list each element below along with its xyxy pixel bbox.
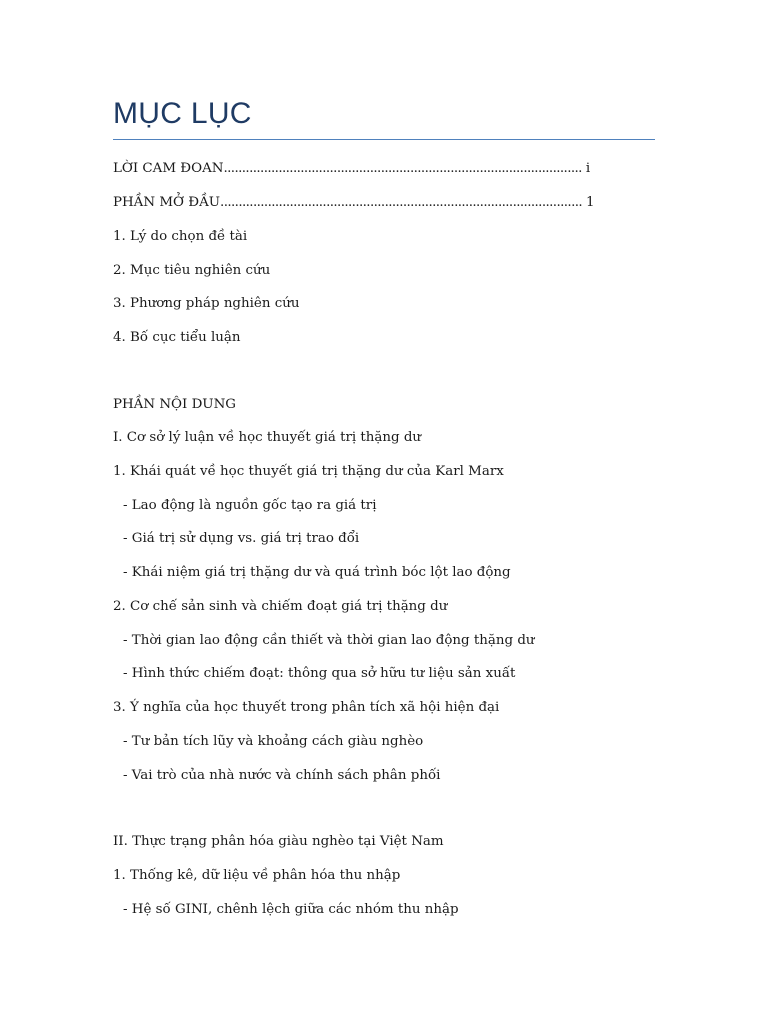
toc-subentry[interactable]: - Tư bản tích lũy và khoảng cách giàu nghèo bbox=[123, 734, 424, 749]
toc-subentry[interactable]: - Vai trò của nhà nước và chính sách phân phối bbox=[123, 768, 441, 783]
toc-subentry[interactable]: - Giá trị sử dụng vs. giá trị trao đổi bbox=[123, 531, 360, 546]
toc-entry[interactable]: 2. Cơ chế sản sinh và chiếm đoạt giá trị thặng dư bbox=[113, 599, 448, 614]
toc-entry[interactable]: 3. Phương pháp nghiên cứu bbox=[113, 296, 300, 311]
toc-subentry[interactable]: - Hình thức chiếm đoạt: thông qua sở hữu tư liệu sản xuất bbox=[123, 666, 516, 681]
toc-subentry[interactable]: - Khái niệm giá trị thặng dư và quá trình bóc lột lao động bbox=[123, 565, 511, 580]
toc-entry[interactable]: I. Cơ sở lý luận về học thuyết giá trị thặng dư bbox=[113, 430, 422, 445]
toc-dot-leader: ................................................................................................... bbox=[220, 195, 583, 210]
toc-entry[interactable]: 3. Ý nghĩa của học thuyết trong phân tích xã hội hiện đại bbox=[113, 700, 500, 715]
title-underline bbox=[113, 139, 655, 140]
toc-entry-phan-mo-dau[interactable] bbox=[113, 194, 595, 212]
toc-entry[interactable]: 1. Thống kê, dữ liệu về phân hóa thu nhập bbox=[113, 868, 401, 883]
toc-dot-leader: .................................................................................................. bbox=[223, 161, 582, 176]
toc-section-heading[interactable]: PHẦN NỘI DUNG bbox=[113, 397, 237, 412]
toc-entry-label: PHẦN MỞ ĐẦU bbox=[113, 195, 221, 210]
toc-entry[interactable]: 4. Bố cục tiểu luận bbox=[113, 330, 241, 345]
page-title: MỤC LỤC bbox=[113, 97, 252, 130]
toc-entry[interactable]: 1. Khái quát về học thuyết giá trị thặng dư của Karl Marx bbox=[113, 464, 504, 479]
toc-entry[interactable]: 1. Lý do chọn đề tài bbox=[113, 229, 248, 244]
toc-entry-label: LỜI CAM ĐOAN bbox=[113, 161, 224, 176]
toc-subentry[interactable]: - Hệ số GINI, chênh lệch giữa các nhóm thu nhập bbox=[123, 902, 459, 917]
toc-subentry[interactable]: - Lao động là nguồn gốc tạo ra giá trị bbox=[123, 498, 377, 513]
toc-subentry[interactable]: - Thời gian lao động cần thiết và thời gian lao động thặng dư bbox=[123, 633, 535, 648]
toc-page-number: 1 bbox=[586, 195, 595, 210]
toc-entry-loi-cam-doan[interactable] bbox=[113, 160, 590, 178]
toc-page-number: i bbox=[585, 161, 591, 176]
toc-entry[interactable]: 2. Mục tiêu nghiên cứu bbox=[113, 263, 271, 278]
toc-entry[interactable]: II. Thực trạng phân hóa giàu nghèo tại Việt Nam bbox=[113, 834, 444, 849]
